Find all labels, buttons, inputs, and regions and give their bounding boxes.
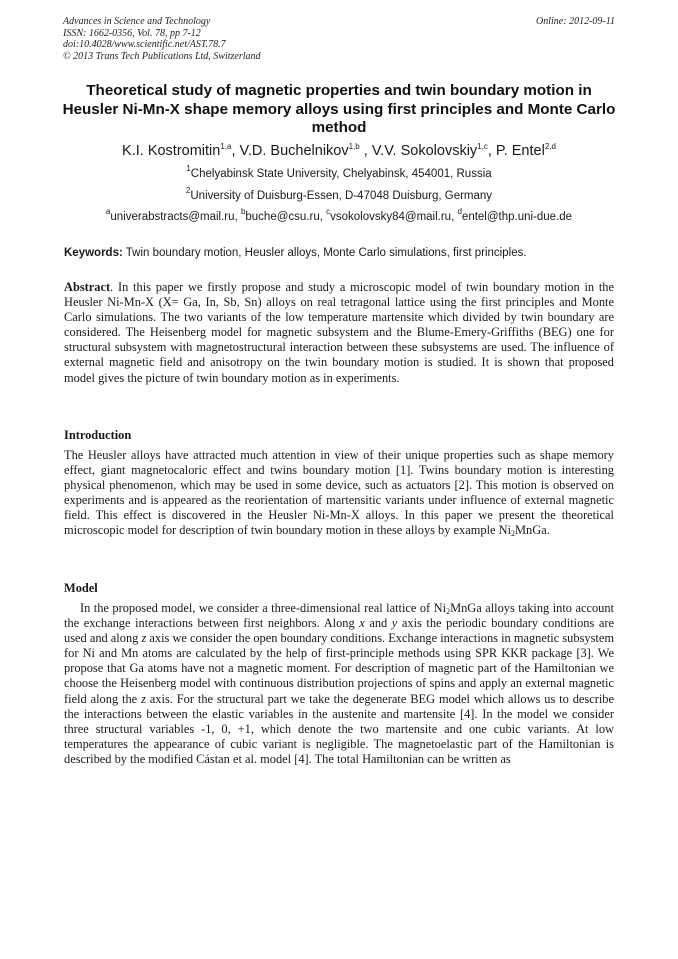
email-list bbox=[30, 207, 648, 224]
keywords-line bbox=[64, 246, 616, 260]
formula-subscript: 2 bbox=[511, 529, 516, 539]
abstract-text: . In this paper we firstly propose and study a microscopic model of twin boundary motion in the Heusler Ni-Mn-X (X= Ga, In, Sb, Sn) alloys on real tetragonal lattice using the first principles and Monte Carlo simulations. The two variants of the low temperature martensite which divided by twin boundary are considered. The Heisenberg model for magnetic subsystem and the Blume-Emery-Griffiths (BEG) one for structural subsystem with magnetostructural interaction between these subsystems are used. The influence of external magnetic field and anisotropy on the twin boundary motion is studied. It is shown that proposed model gives the picture of twin boundary motion as in experiments. bbox=[64, 280, 614, 385]
affiliation-text: University of Duisburg-Essen, D-47048 Duisburg, Germany bbox=[190, 190, 493, 202]
author-name: K.I. Kostromitin bbox=[122, 143, 221, 159]
formula-mnga: MnGa bbox=[450, 601, 482, 615]
axis-z: z bbox=[141, 631, 147, 646]
email-separator: , bbox=[319, 211, 327, 223]
formula-subscript: 2 bbox=[446, 607, 451, 616]
issn-line: ISSN: 1662-0356, Vol. 78, pp 7-12 bbox=[63, 27, 201, 39]
abstract-label: Abstract bbox=[64, 280, 111, 294]
axis-x: x bbox=[359, 616, 365, 631]
model-text-5: axis. For the structural part we take the degenerate BEG model which allows us to describe the interactions between the elastic variables in the austenite and martensite [4]. In the model we consider three structural variables -1, 0, +1, which denote the two martensite and one cubic variants. At low temperatures the appearance of cubic variant is negligible. The magnetoelastic part of the Hamiltonian is described by the modified Cástan et al. model [4]. The total Hamiltonian can be written as bbox=[64, 691, 614, 766]
journal-header bbox=[63, 16, 261, 62]
formula-ni: Ni bbox=[433, 601, 447, 615]
email-mark: a bbox=[105, 207, 111, 216]
affiliation-mark: 1 bbox=[186, 164, 191, 173]
model-heading: Model bbox=[64, 581, 98, 595]
author-affiliation-mark: 2,d bbox=[544, 142, 556, 151]
author-affiliation-mark: 1,b bbox=[348, 142, 360, 151]
email-mark: c bbox=[326, 207, 331, 216]
email-address: vsokolovsky84@mail.ru bbox=[330, 211, 452, 223]
introduction-paragraph bbox=[64, 448, 614, 539]
email-address: buche@csu.ru bbox=[245, 211, 320, 223]
email-address: univerabstracts@mail.ru bbox=[110, 211, 235, 223]
abstract-paragraph bbox=[64, 280, 614, 386]
axis-z: z bbox=[141, 691, 146, 706]
author-separator: , bbox=[231, 143, 240, 159]
affiliation-1 bbox=[40, 164, 638, 181]
email-mark: d bbox=[457, 207, 462, 216]
email-separator: , bbox=[451, 211, 458, 223]
introduction-heading: Introduction bbox=[64, 428, 132, 442]
paper-title: Theoretical study of magnetic properties and twin boundary motion in Heusler Ni-Mn-X shape memory alloys using first principles and Monte Carlo method bbox=[62, 82, 616, 136]
affiliation-mark: 2 bbox=[185, 186, 191, 195]
journal-name: Advances in Science and Technology bbox=[63, 16, 211, 27]
model-and: and bbox=[364, 616, 392, 631]
author-separator: , bbox=[359, 143, 372, 159]
affiliation-text: Chelyabinsk State University, Chelyabinsk, 454001, Russia bbox=[190, 168, 492, 180]
formula-ni: Ni bbox=[498, 523, 512, 538]
model-text-4: axis we consider the open boundary conditions. Exchange interactions in magnetic subsystem for Ni and Mn atoms are calculated by the help of first-principle methods using SPR KKR package [3]. We propose that Ga atoms have not a magnetic moment. For description of magnetic part of the Hamiltonian we choose the Heisenberg model with continuous distribution projections of spins and apply an external magnetic field along the bbox=[64, 631, 614, 706]
affiliation-2 bbox=[40, 186, 638, 203]
axis-y: y bbox=[391, 616, 398, 631]
copyright-line: © 2013 Trans Tech Publications Ltd, Switzerland bbox=[63, 50, 261, 62]
model-text-2: alloys taking into account the exchange interactions between first neighbors. Along bbox=[64, 601, 614, 631]
author-separator: , bbox=[487, 143, 496, 159]
model-text-3: axis the periodic boundary conditions are used and along bbox=[64, 616, 614, 646]
email-mark: b bbox=[240, 207, 246, 216]
sentence-end: . bbox=[546, 523, 550, 538]
author-list bbox=[40, 142, 638, 160]
keywords-text: Twin boundary motion, Heusler alloys, Monte Carlo simulations, first principles. bbox=[122, 247, 527, 259]
doi-line: doi:10.4028/www.scientific.net/AST.78.7 bbox=[63, 39, 226, 50]
model-paragraph bbox=[64, 601, 614, 767]
online-date: Online: 2012-09-11 bbox=[536, 16, 615, 27]
formula-mnga: MnGa bbox=[515, 523, 547, 538]
model-text-1: In the proposed model, we consider a three-dimensional real lattice of bbox=[80, 601, 434, 615]
author-name: V.V. Sokolovskiy bbox=[371, 143, 478, 159]
author-affiliation-mark: 1,c bbox=[477, 142, 488, 151]
author-name: V.D. Buchelnikov bbox=[239, 143, 349, 159]
author-affiliation-mark: 1,a bbox=[220, 142, 232, 151]
email-address: entel@thp.uni-due.de bbox=[461, 211, 573, 223]
author-name: P. Entel bbox=[495, 143, 545, 159]
introduction-text: The Heusler alloys have attracted much attention in view of their unique properties such as shape memory effect, giant magnetocaloric effect and twins boundary motion [1]. Twins boundary motion is interesting physical phenomenon, which may be used in some device, such as actuators [2]. This motion is observed on experiments and is appeared as the reorientation of martensitic variants under influence of external magnetic field. This effect is discovered in the Heusler Ni-Mn-X alloys. In this paper we present the theoretical microscopic model for description of twin boundary motion in these alloys by example bbox=[64, 448, 614, 538]
keywords-label: Keywords: bbox=[64, 247, 123, 259]
email-separator: , bbox=[234, 211, 241, 223]
